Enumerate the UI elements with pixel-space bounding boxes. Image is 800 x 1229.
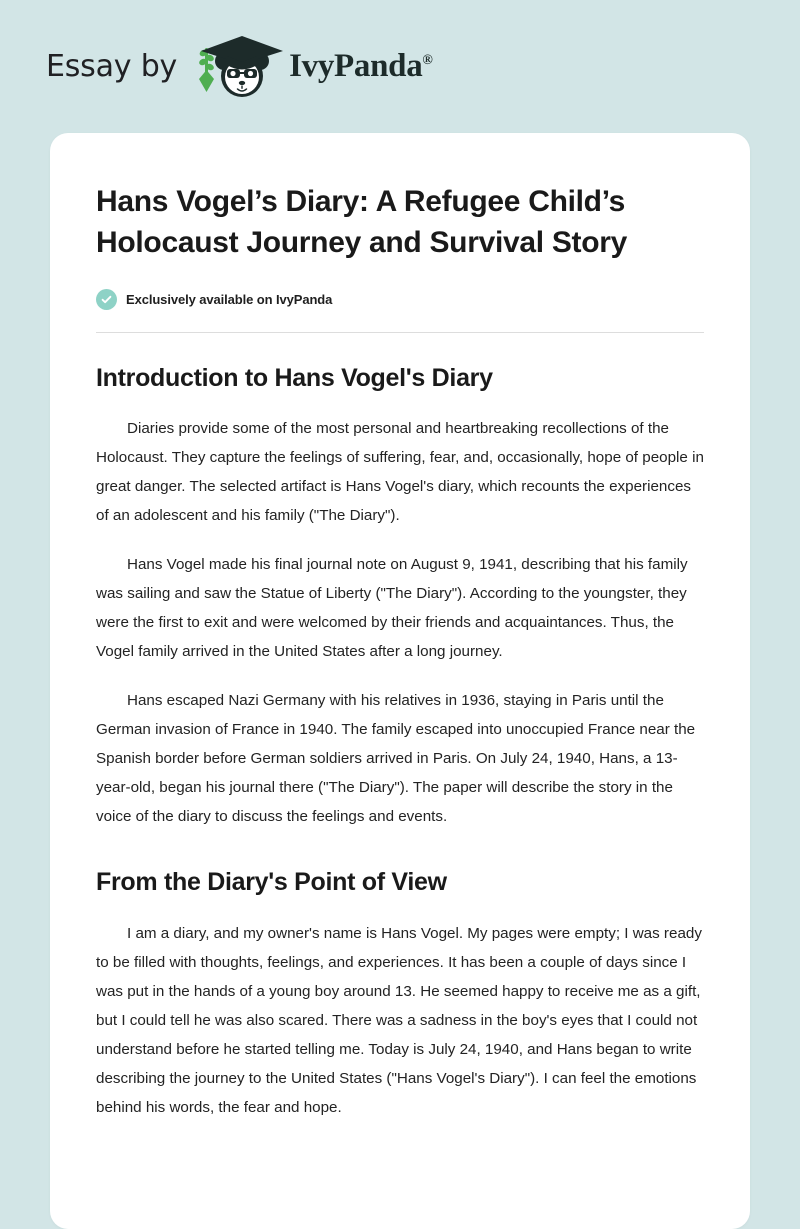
status-badge-label: Exclusively available on IvyPanda xyxy=(126,292,333,307)
section-heading-diary-point-of-view: From the Diary's Point of View xyxy=(96,868,447,897)
page-title: Hans Vogel’s Diary: A Refugee Child’s Holocaust Journey and Survival Story xyxy=(96,185,628,259)
check-circle-icon xyxy=(96,289,117,310)
ivypanda-panda-graduation-logo-icon xyxy=(191,34,287,100)
paragraph: Diaries provide some of the most personal and heartbreaking recollections of the Holocaust. They capture the feelings of suffering, fear, and, occasionally, hope of people in great danger. The selected artifact is Hans Vogel's diary, which recounts the experiences of an adolescent and his family ("The Diary"). xyxy=(96,420,704,525)
ivypanda-logo[interactable] xyxy=(191,34,433,100)
essay-card xyxy=(50,133,750,1229)
brand-header xyxy=(0,0,800,133)
essay-by-label: Essay by xyxy=(46,48,178,84)
section-heading-introduction: Introduction to Hans Vogel's Diary xyxy=(96,364,493,392)
card-bottom-spacer xyxy=(96,1142,704,1189)
registered-trademark-mark: ® xyxy=(422,53,433,68)
paragraph: Hans Vogel made his final journal note on August 9, 1941, describing that his family was sailing and saw the Statue of Liberty ("The Diary"). According to the youngster, they were the first to exit and were welcomed by their friends and acquaintances. Thus, the Vogel family arrived in the United States after a long journey. xyxy=(96,556,688,661)
brand-wordmark xyxy=(289,50,433,83)
status-badge xyxy=(96,289,704,310)
paragraph: Hans escaped Nazi Germany with his relatives in 1936, staying in Paris until the German invasion of France in 1940. The family escaped into unoccupied France near the Spanish border before German soldiers arrived in Paris. On July 24, 1940, Hans, a 13-year-old, began his journal there ("The Diary"). The paper will describe the story in the voice of the diary to discuss the feelings and events. xyxy=(96,692,696,826)
brand-name: IvyPanda xyxy=(289,48,423,84)
paragraph: I am a diary, and my owner's name is Hans Vogel. My pages were empty; I was ready to be filled with thoughts, feelings, and experiences. It has been a couple of days since I was put in the hands of a young boy around 13. He seemed happy to receive me as a gift, but I could tell he was also scared. There was a sadness in the boy's eyes that I could not understand before he started telling me. Today is July 24, 1940, and Hans began to write describing the journey to the United States ("Hans Vogel's Diary"). I can feel the emotions behind his words, the fear and hope. xyxy=(96,924,702,1116)
header-divider xyxy=(96,332,704,333)
